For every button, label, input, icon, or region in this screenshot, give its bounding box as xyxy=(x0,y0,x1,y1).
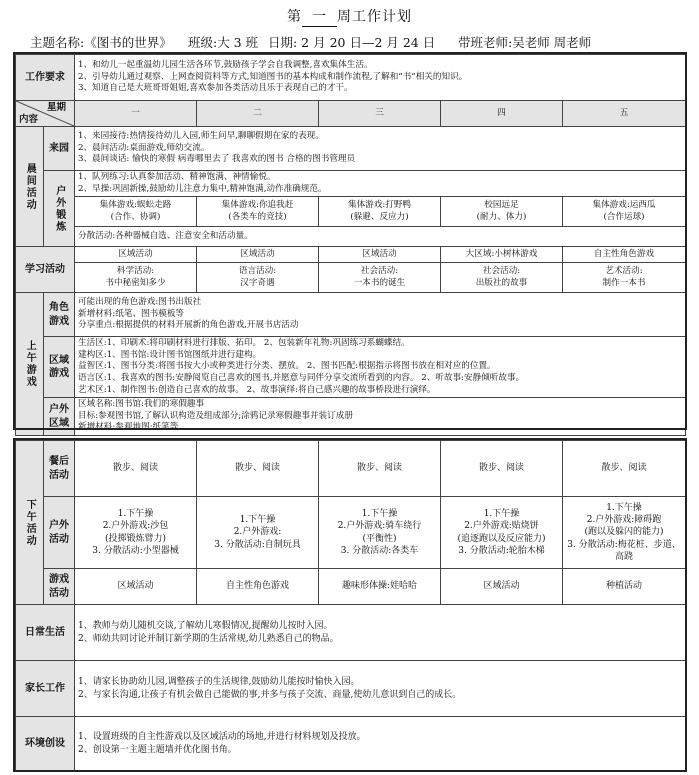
outdoor-exercise-label: 户外锻炼 xyxy=(44,171,75,247)
day-header-wed: 三 xyxy=(319,101,441,127)
requirement-item: 3、知道自己是大班哥哥姐姐,喜欢参加各类活动且乐于表现自己的才干。 xyxy=(78,83,353,94)
lesson-thu: 社会活动: 出版社的故事 xyxy=(441,263,563,293)
snack-wed: 散步、阅读 xyxy=(319,441,441,497)
corner-weekday: 星期 xyxy=(46,101,66,113)
area-item: 益智区:1、图书分类:将图书按大小或种类进行分类、摆放。 2、图书匹配:根据指示将图书放在相对应的位置。 xyxy=(78,361,496,372)
teachers: 带班老师:吴老师 周老师 xyxy=(458,35,592,50)
morning-game-thu: 校园远足 (耐力、体力) xyxy=(441,197,563,227)
daily-life-label: 日常生活 xyxy=(16,605,75,661)
study-label: 学习活动 xyxy=(16,247,75,293)
page-title xyxy=(0,6,699,27)
afternoon-label: 下午活动 xyxy=(16,441,44,605)
daily-item: 1、教师与幼儿随机交谈,了解幼儿寒假情况,提醒幼儿按时入园。 xyxy=(78,621,333,632)
role-item: 分享重点:根据提供的材料开展新的角色游戏,开展书店活动 xyxy=(78,320,299,331)
class-name: 班级:大 3 班 xyxy=(188,35,259,50)
area-item: 语言区:1、我喜欢的图书:安静阅览自己喜欢的图书,并愿意与同伴分享交流所看到的内容。 2、听故事:安静倾听故事。 xyxy=(78,372,525,383)
entry-content xyxy=(75,127,686,171)
snack-thu: 散步、阅读 xyxy=(441,441,563,497)
environment-item: 1、设置班级的自主性游戏以及区域活动的场地,并进行材料规划及投放。 xyxy=(78,732,366,743)
morning-game-fri: 集体游戏:运西瓜 (合作运球) xyxy=(563,197,686,227)
pm-game-label: 游戏活动 xyxy=(44,569,75,605)
requirement-item: 2、引导幼儿通过观察、上网查阅资料等方式,知道图书的基本构成和制作流程,了解和“书”相关的知识。 xyxy=(78,71,468,82)
morning-game-wed: 集体游戏:打野鸭 (躲避、反应力) xyxy=(319,197,441,227)
role-play-content xyxy=(75,293,686,337)
pm-outdoor-thu: 1.下午操 2.户外游戏:贴烧饼 (追逐跑以及反应能力) 3. 分散活动:轮胎木梯 xyxy=(441,497,563,569)
study-area-wed: 区域活动 xyxy=(319,247,441,263)
morning-game-tue: 集体游戏:你追我赶 (各类车的竞技) xyxy=(197,197,319,227)
pm-outdoor-label: 户外活动 xyxy=(44,497,75,569)
snack-label: 餐后活动 xyxy=(44,441,75,497)
parent-item: 2、与家长沟通,让孩子有机会做自己能做的事,并多与孩子交流、商量,使幼儿意识到自己的成长。 xyxy=(78,689,462,700)
morning-game-mon: 集体游戏:蜈蚣走路 (合作、协调) xyxy=(75,197,197,227)
pm-outdoor-tue: 1.下午操 2.户外游戏: 3. 分散活动:自制玩具 xyxy=(197,497,319,569)
area-item: 生活区:1、印刷术:将印刷材料进行排版、拓印。 2、包装新年礼物:巩固练习系蝴蝶结。 xyxy=(78,338,410,349)
outdoor-area-item: 目标:参观图书馆,了解认识构造及组成部分;涂鸦记录寒假趣事并装订成册 xyxy=(78,410,353,421)
pm-game-tue: 自主性角色游戏 xyxy=(197,569,319,605)
day-header-fri: 五 xyxy=(563,101,686,127)
entry-item: 2、晨间活动:桌面游戏,师幼交流。 xyxy=(78,142,210,153)
entry-item: 3、晨间谈话: 愉快的寒假 病毒哪里去了 我喜欢的图书 合格的图书管理员 xyxy=(78,154,356,165)
day-header-mon: 一 xyxy=(75,101,197,127)
environment-label: 环境创设 xyxy=(16,717,75,771)
day-header-tue: 二 xyxy=(197,101,319,127)
requirements-label: 工作要求 xyxy=(16,55,75,101)
lesson-fri: 艺术活动: 制作一本书 xyxy=(563,263,686,293)
pm-outdoor-mon: 1.下午操 2.户外游戏:沙包 (投掷锻炼臂力) 3. 分散活动:小型器械 xyxy=(75,497,197,569)
pm-outdoor-fri: 1.下午操 2.户外游戏:障碍跑 (跑以及躲闪的能力) 3. 分散活动:梅花桩、步道、 高跷 xyxy=(563,497,686,569)
free-play: 分散活动:各种器械自选、注意安全和活动量。 xyxy=(75,227,686,247)
theme-name: 主题名称:《图书的世界》 xyxy=(30,35,172,50)
snack-mon: 散步、阅读 xyxy=(75,441,197,497)
entry-item: 1、来园接待:热情接待幼儿入园,师生问早,聊聊假期在家的表现。 xyxy=(78,131,324,142)
outdoor-item: 2、早操:巩固新操,鼓励幼儿注意力集中,精神饱满,动作准确规范。 xyxy=(78,183,327,194)
lesson-mon: 科学活动: 书中秘密知多少 xyxy=(75,263,197,293)
morning-label: 晨间活动 xyxy=(16,127,44,247)
area-item: 建构区:1、图书馆:设计图书馆图纸并进行建构。 xyxy=(78,349,262,360)
area-item: 艺术区:1、制作图书:创造自己喜欢的故事。 2、故事演绎:将自己感兴趣的故事桥段进行演绎。 xyxy=(78,384,436,395)
outdoor-area-content xyxy=(75,398,686,436)
pm-game-wed: 趣味形体操:娃哈哈 xyxy=(319,569,441,605)
role-play-label: 角色游戏 xyxy=(44,293,75,337)
requirement-item: 1、和幼儿一起重温幼儿园生活各环节,鼓励孩子学会自我调整,喜欢集体生活。 xyxy=(78,60,373,71)
info-bar xyxy=(30,33,680,51)
date-range: 日期: 2 月 20 日—2 月 24 日 xyxy=(268,35,436,50)
parent-work-label: 家长工作 xyxy=(16,661,75,717)
entry-label: 来园 xyxy=(44,127,75,171)
study-area-fri: 自主性角色游戏 xyxy=(563,247,686,263)
pm-game-fri: 种植活动 xyxy=(563,569,686,605)
outdoor-area-item: 新增材料:参观地图;纸笔等 xyxy=(78,422,179,433)
outdoor-area-label: 户外区域 xyxy=(44,398,75,436)
corner-content: 内容 xyxy=(19,113,39,125)
lesson-tue: 语言活动: 汉字奇遇 xyxy=(197,263,319,293)
daily-life-content xyxy=(75,605,686,661)
week-corner-cell xyxy=(16,101,75,127)
title-suffix: 周工作计划 xyxy=(337,9,412,25)
pm-outdoor-wed: 1.下午操 2.户外游戏:骑车绕行 (平衡性) 3. 分散活动:各类车 xyxy=(319,497,441,569)
area-game-label: 区域游戏 xyxy=(44,337,75,398)
parent-work-content xyxy=(75,661,686,717)
outdoor-exercise-content xyxy=(75,171,686,197)
study-area-thu: 大区域:小树林游戏 xyxy=(441,247,563,263)
study-area-mon: 区域活动 xyxy=(75,247,197,263)
outdoor-item: 1、队列练习:认真参加活动、精神饱满、神情愉悦。 xyxy=(78,172,276,182)
title-prefix: 第 xyxy=(287,9,302,25)
daily-item: 2、师幼共同讨论并制订新学期的生活常规,幼儿熟悉自己的物品。 xyxy=(78,633,339,644)
environment-item: 2、创设第一主题主题墙并优化图书角。 xyxy=(78,744,237,755)
role-item: 新增材料:纸笔、图书模板等 xyxy=(78,308,185,319)
environment-content xyxy=(75,717,686,771)
day-header-thu: 四 xyxy=(441,101,563,127)
outdoor-area-item: 区域名称:图书馆:我们的寒假趣事 xyxy=(78,399,205,410)
am-games-label: 上午游戏 xyxy=(16,293,44,436)
pm-game-mon: 区域活动 xyxy=(75,569,197,605)
parent-item: 1、请家长协助幼儿园,调整孩子的生活规律,鼓励幼儿能按时愉快入园。 xyxy=(78,677,360,688)
afternoon-plan-table xyxy=(15,440,686,771)
morning-plan-table xyxy=(15,54,686,436)
title-week: 一 xyxy=(302,6,337,27)
snack-tue: 散步、阅读 xyxy=(197,441,319,497)
study-area-tue: 区域活动 xyxy=(197,247,319,263)
role-item: 可能出现的角色游戏:图书出版社 xyxy=(78,297,202,308)
area-game-content xyxy=(75,337,686,398)
pm-game-thu: 区域活动 xyxy=(441,569,563,605)
requirements-content xyxy=(75,55,686,101)
snack-fri: 散步、阅读 xyxy=(563,441,686,497)
lesson-wed: 社会活动: 一本书的诞生 xyxy=(319,263,441,293)
